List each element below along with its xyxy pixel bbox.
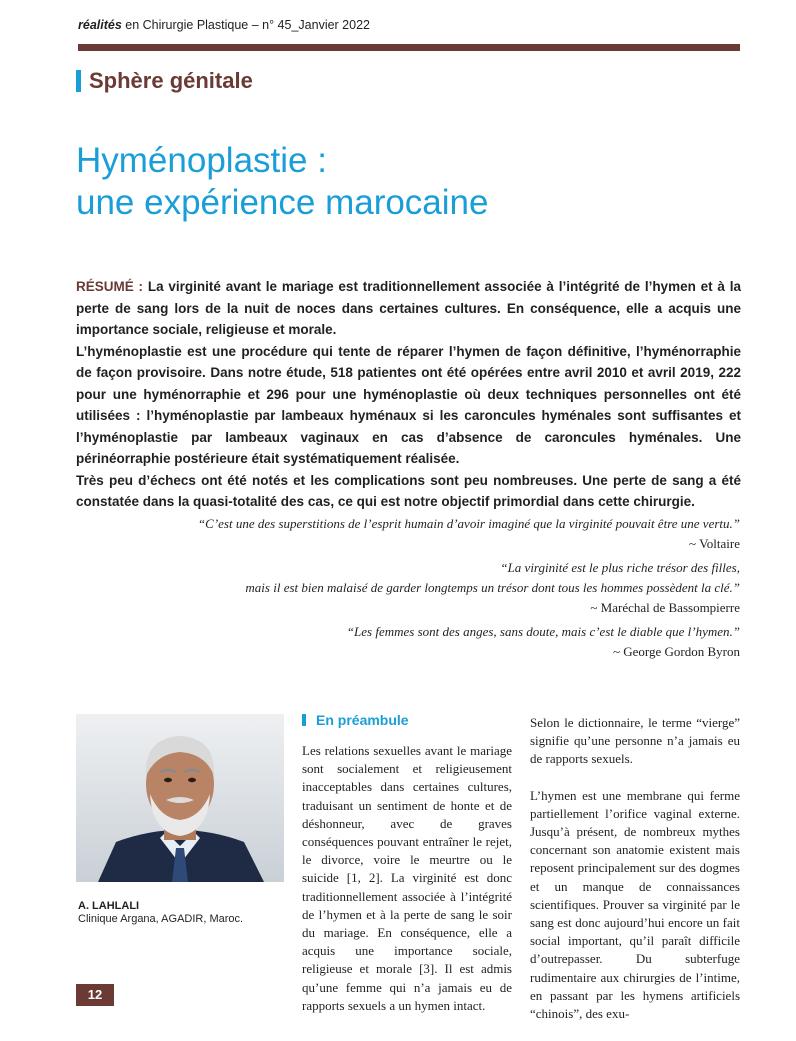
quote-text: “C’est une des superstitions de l’esprit humain d’avoir imaginé que la virginité pouvait être une vertu.” [197,516,740,531]
quote-author: ~ Maréchal de Bassompierre [590,600,740,615]
abstract [76,276,741,513]
column2-paragraph-1: Selon le dictionnaire, le terme “vierge” signifie qu’une personne n’a jamais eu de rapports sexuels. [530,715,740,767]
portrait-illustration [76,714,284,882]
abstract-paragraph-1 [76,276,741,341]
author-affiliation: Clinique Argana, AGADIR, Maroc. [78,913,244,925]
section-label: Sphère génitale [89,68,253,93]
journal-issue: en Chirurgie Plastique – n° 45_Janvier 2022 [121,18,370,32]
quote-text: “Les femmes sont des anges, sans doute, mais c’est le diable que l’hymen.” [346,624,740,639]
abstract-paragraph-2: L’hyménoplastie est une procédure qui tente de réparer l’hymen de façon définitive, l’hyménorraphie de façon provisoire. Dans notre étude, 518 patientes ont été opérées entre avril 2010 et avril 2019, 222 pour une hyménorraphie et 296 pour une hyménoplastie où deux techniques personnelles ont été utilisées : l’hyménoplastie par lambeaux hyménaux si les caroncules hyménales sont suffisantes et l’hyménoplastie par lambeaux vaginaux en cas d’absence de caroncules hyménales. Une périnéorraphie postérieure était systématiquement réalisée. [76,343,741,466]
abstract-keyword: RÉSUMÉ : [76,279,144,294]
abstract-paragraph-3: Très peu d’échecs ont été notés et les complications sont peu nombreuses. Une perte de sang a été constatée dans la quasi-totalité des cas, ce qui est notre objectif primordial dans cette chirurgie. [76,472,741,509]
quote-voltaire [198,514,740,554]
abstract-text-1: La virginité avant le mariage est traditionnellement associée à l’intégrité de l’hymen et à la perte de sang lors de la nuit de noces dans certaines cultures. En conséquence, elle a acquis une importance sociale, religieuse et morale. [76,279,741,337]
title-line-2: une expérience marocaine [76,183,489,222]
author-name: A. LAHLALI [78,900,140,912]
journal-brand: réalités [78,18,122,32]
quote-byron [347,622,740,662]
section-tag [76,68,253,94]
article-title [76,140,488,224]
header-rule [78,44,740,51]
column-heading [302,712,409,728]
page-number: 12 [76,984,114,1006]
title-line-1: Hyménoplastie : [76,141,327,180]
section-marker [76,70,81,92]
column1-paragraph-1: Les relations sexuelles avant le mariage sont socialement et religieusement inacceptables dans certaines cultures, traduisant un sentiment de honte et de déshonneur, avec de graves conséquences pouvant entraîner le rejet, le divorce, voire le meurtre ou le suicide [1, 2]. La virginité est donc traditionnellement associée à l’intégrité de l’hymen et à la perte de sang le soir du mariage. En conséquence, elle a acquis une importance sociale, religieuse et morale [3]. Il est admis qu’une femme qui n’a jamais eu de rapports sexuels a un hymen intact. [302,743,512,1013]
quote-bassompierre [245,558,740,618]
running-header [78,18,370,32]
quote-text-2: mais il est bien malaisé de garder longtemps un trésor dont tous les hommes possèdent la clé.” [245,580,740,595]
quote-text: “La virginité est le plus riche trésor des filles, [500,560,740,575]
body-column-1 [302,742,512,1033]
heading-marker [302,714,306,726]
quote-author: ~ Voltaire [689,536,740,551]
heading-label: En préambule [316,712,409,728]
author-photo [76,714,284,882]
body-column-2 [530,714,740,1041]
quote-author: ~ George Gordon Byron [612,644,740,659]
column2-paragraph-2: L’hymen est une membrane qui ferme partiellement l’orifice vaginal externe. Jusqu’à présent, de nombreux mythes concernant son anatomie existent mais reposent principalement sur des dogmes et un manque de connaissances scientifiques. Prouver sa virginité par le sang est donc aujourd’hui encore un fait social important, qu’il paraît difficile d’outrepasser. Du subterfuge rudimentaire aux chirurgies de l’intime, en passant par les hymens artificiels “chinois”, des exu- [530,787,740,1022]
